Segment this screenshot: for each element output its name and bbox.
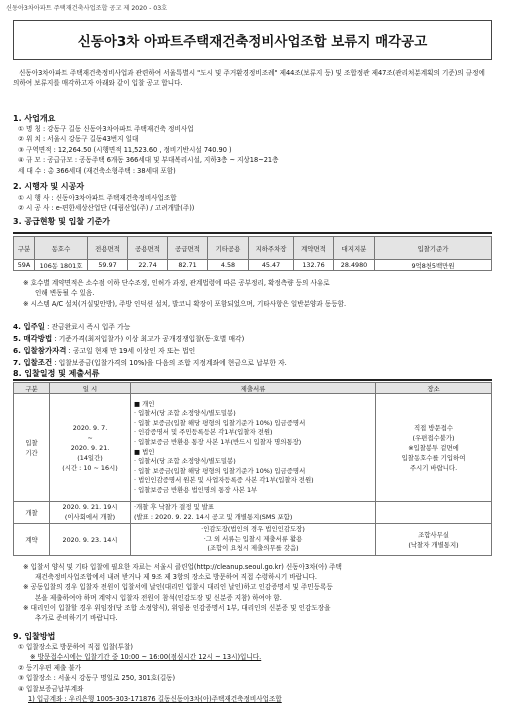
- contract-date: 2020. 9. 23. 14시: [50, 524, 131, 556]
- contract-documents: [131, 524, 376, 556]
- doc-line: · 인감증명서 및 주민등록등본 각1부(입찰자 전원): [134, 428, 273, 437]
- item-label: 4. 입주일: [13, 322, 45, 331]
- item-text: : 잔금완료시 즉시 입주 가능: [44, 323, 131, 331]
- place-line: 조합사무실: [418, 530, 449, 539]
- doc-line: · 입찰보증금 반환용 통장 사본 1부(반드시 입찰자 명의통장): [134, 437, 302, 446]
- doc-line: ■ 법인: [134, 447, 155, 456]
- col-header: 기타공용: [208, 237, 249, 260]
- item-text: : 기준가격(최저입찰가) 이상 최고가 공개경쟁입찰(동·호별 매각): [52, 335, 245, 343]
- sec1-line: 세 대 수 : 총 366세대 (재건축소형주택 : 38세대 포함): [18, 166, 176, 175]
- section-1-lines: [18, 124, 278, 176]
- supply-table: [13, 236, 492, 271]
- sec2-line: ① 시 행 사 : 신동아3차아파트 주택재건축정비사업조합: [18, 194, 177, 202]
- row-label-bidding: 입찰 기간: [14, 394, 50, 502]
- row-label-contract: 계약: [14, 524, 50, 556]
- note-line: 인해 변동될 수 있음.: [35, 289, 95, 298]
- item-conditions: [13, 357, 287, 368]
- table-cell: 132.76: [294, 260, 334, 271]
- row-label-opening: 개찰: [14, 502, 50, 524]
- item-label: 5. 매각방법: [13, 334, 53, 343]
- notes-section-3: [13, 278, 492, 309]
- col-header: 공급면적: [168, 237, 208, 260]
- item-text: : 공고일 현재 만 19세 이상인 자 또는 법인: [66, 347, 196, 355]
- divider: [13, 232, 492, 234]
- place-line: 직접 방문접수: [413, 423, 454, 432]
- sec1-line: ② 위 치 : 서울시 강동구 길동43번지 일대: [18, 135, 139, 144]
- sec1-line: ① 명 칭 : 강동구 길동 신동아3차아파트 주택재건축 정비사업: [18, 125, 194, 133]
- col-header: 계약면적: [294, 237, 334, 260]
- item-text: : 입찰보증금(입찰가격의 10%)을 다음의 조합 지정계좌에 현금으로 납부한 자.: [52, 359, 287, 367]
- section-9-heading: 9. 입찰방법: [13, 632, 56, 641]
- bidding-documents: [131, 394, 376, 502]
- doc-line: ■ 개인: [134, 399, 155, 408]
- doc-line: (발표 : 2020. 9. 22. 14시 공고 및 개별통지(SMS 포함): [134, 512, 293, 521]
- sec9-line: 1) 입금계좌 : 우리은행 1005-303-171876 길동신동아3차(아)주택재건축정비사업조합: [28, 695, 282, 704]
- col-header: 공용면적: [128, 237, 168, 260]
- opening-date: [50, 502, 131, 524]
- table-cell: 22.74: [128, 260, 168, 271]
- place-line: 주시기 바랍니다.: [409, 463, 458, 472]
- item-label: 6. 입찰참가자격: [13, 346, 67, 355]
- sec1-line: ③ 구역면적 : 12,264.50 (시행면적 11,523.60 , 정비기반시설 740.90 ): [18, 145, 232, 154]
- doc-line: ·인감도장(법인의 경우 법인인감도장): [201, 525, 305, 534]
- col-header: 동호수: [35, 237, 88, 260]
- section-8-heading: 8. 입찰일정 및 제출서류: [13, 369, 100, 378]
- note-line: 추가로 준비하기기 바랍니다.: [35, 614, 118, 623]
- table-cell: 59.97: [88, 260, 128, 271]
- intro-paragraph: 신동아3차아파트 주택재건축정비사업과 관련하여 서울특별시 "도시 및 주거환경정비조례" 제44조(보류지 등) 및 조합정관 제47조(관리처분계획의 기준)의 규정에 의하여 보류지를 매각하고자 아래와 같이 입찰 공고 합니다.: [13, 69, 485, 87]
- section-9-lines: [18, 642, 282, 704]
- col-header: 지하주차장: [249, 237, 294, 260]
- sec9-line: ④ 입찰보증금납부계좌: [18, 684, 84, 693]
- table-cell: 4.58: [208, 260, 249, 271]
- doc-line: · 입찰서(당 조합 소정양식/별도밀봉): [134, 409, 236, 418]
- doc-line: · 법인인감증명서 원본 및 사업자등록증 사본 각1부(입찰자 전원): [134, 476, 314, 485]
- item-move-in: [13, 321, 130, 332]
- place-line: (우편접수불가): [412, 433, 455, 442]
- col-header: 대지지분: [334, 237, 375, 260]
- doc-line: · 입찰서(당 조합 소정양식/별도밀봉): [134, 457, 236, 466]
- note-line: ※ 공동입찰의 경우 입찰자 전원이 입찰서에 날인(대리인 입찰시 대리인 날인)하고 인감증명서 및 주민등록등: [23, 583, 333, 592]
- col-header: 전용면적: [88, 237, 128, 260]
- date-line: (이사회에서 개찰): [64, 512, 116, 521]
- section-2-lines: [18, 193, 194, 214]
- col-header: 장소: [376, 383, 492, 394]
- notes-section-8: [13, 562, 492, 623]
- doc-line: (조합이 요청시 제출의무를 갖음): [207, 544, 299, 553]
- page-title: 신동아3차 아파트주택재건축정비사업조합 보류지 매각공고: [13, 20, 492, 60]
- col-header: 입찰기준가: [375, 237, 492, 260]
- item-sale-method: [13, 333, 244, 344]
- date-line: 2020. 9. 21.: [70, 443, 110, 452]
- sec9-line: ※ 방문접수시에는 입찰기간 중 10:00 ~ 16:00(점심시간 12시 ~ 13시)입니다.: [30, 653, 262, 662]
- date-line: 2020. 9. 21. 19시: [62, 502, 118, 511]
- note-line: ※ 호수별 계약면적은 소수점 이하 단수조정, 인허가 과정, 관계법령에 따른 공부정리, 확정측량 등의 사유로: [23, 279, 330, 287]
- table-cell: 9억8천5백만원: [375, 260, 492, 271]
- table-cell: 106동 1801호: [35, 260, 88, 271]
- sec1-line: ④ 규 모 : 공급규모 : 공동주택 6개동 366세대 및 부대복리시설, 지하3층 ~ 지상18~21층: [18, 156, 279, 165]
- item-label: 7. 입찰조건: [13, 358, 53, 367]
- opening-place: [376, 502, 492, 524]
- table-cell: 82.71: [168, 260, 208, 271]
- place-line: (낙찰자 개별통지): [408, 540, 459, 549]
- section-1-heading: 1. 사업개요: [13, 114, 56, 123]
- schedule-table: [13, 382, 492, 556]
- table-cell: 28.4980: [334, 260, 375, 271]
- note-line: ※ 시스템 A/C 설치(거실및안방), 주방 인덕션 설치, 발코니 확장이 포함되었으며, 기타사항은 일반분양과 동등함.: [23, 299, 347, 308]
- date-line: (14일간): [77, 453, 103, 462]
- doc-line: ·그 외 서류는 입찰시 제출서류 활용: [203, 534, 303, 543]
- col-header: 제출서류: [131, 383, 376, 394]
- bidding-place: [376, 394, 492, 502]
- announcement-number: 신동아3차아파트 주택재건축사업조합 공고 제 2020 - 03호: [6, 5, 168, 12]
- table-cell: 45.47: [249, 260, 294, 271]
- note-line: ※ 대리인이 입찰할 경우 위임장(당 조합 소정양식), 위임용 인감증명서 1부, 대리인의 신분증 및 인감도장을: [23, 603, 331, 612]
- note-line: 재건축정비사업조합에서 내려 받거나 제 9조 제 3항의 장소로 방문하여 직접 수령하시기 바랍니다.: [35, 573, 317, 582]
- note-line: ※ 입찰서 양식 및 기타 입찰에 필요한 자료는 서울시 클린업(http://cleanup.seoul.go.kr) 신동아3차(아) 주택: [23, 563, 342, 571]
- date-line: ~: [87, 433, 93, 442]
- table-cell: 59A: [14, 260, 35, 271]
- doc-line: · 입찰 보증금(입찰 해당 평형의 입찰기준가 10%) 입금증명서: [134, 418, 306, 427]
- sec9-line: ③ 입찰장소 : 서울시 강동구 명일로 250, 301호(길동): [18, 674, 176, 683]
- date-line: (시간 : 10 ~ 16시): [62, 463, 118, 472]
- place-line: 입찰동호수를 기입하여: [401, 453, 466, 462]
- col-header: 구분: [14, 237, 35, 260]
- doc-line: · 입찰보증금 반환용 법인명의 통장 사본 1부: [134, 485, 258, 494]
- section-2-heading: 2. 시행자 및 시공자: [13, 182, 85, 191]
- sec9-line: ① 입찰장소로 방문하여 직접 입찰(투찰): [18, 643, 133, 651]
- col-header: 구분: [14, 383, 50, 394]
- section-3-heading: 3. 공급현황 및 입찰 기준가: [13, 217, 111, 226]
- col-header: 일 시: [50, 383, 131, 394]
- doc-line: · 입찰 보증금(입찰 해당 평형의 입찰기준가 10%) 입금증명서: [134, 466, 306, 475]
- bidding-period: [50, 394, 131, 502]
- sec2-line: ② 시 공 사 : e-편한세상산업단 (대림산업(주) / 고려개발(주)): [18, 204, 195, 213]
- contract-place: [376, 524, 492, 556]
- sec9-line: ② 등기우편 제출 불가: [18, 663, 82, 672]
- item-eligibility: [13, 345, 195, 356]
- opening-details: [131, 502, 376, 524]
- divider: [13, 379, 492, 381]
- place-line: ※입찰봉투 겉면에: [408, 443, 459, 452]
- doc-line: ·개찰 후 낙찰가 결정 및 발표: [134, 502, 215, 511]
- date-line: 2020. 9. 7.: [72, 423, 108, 432]
- note-line: 본을 제출하여야 하며 계약시 입찰자 전원이 참석(인감도장 및 신분증 지참) 하여야 함.: [35, 593, 282, 602]
